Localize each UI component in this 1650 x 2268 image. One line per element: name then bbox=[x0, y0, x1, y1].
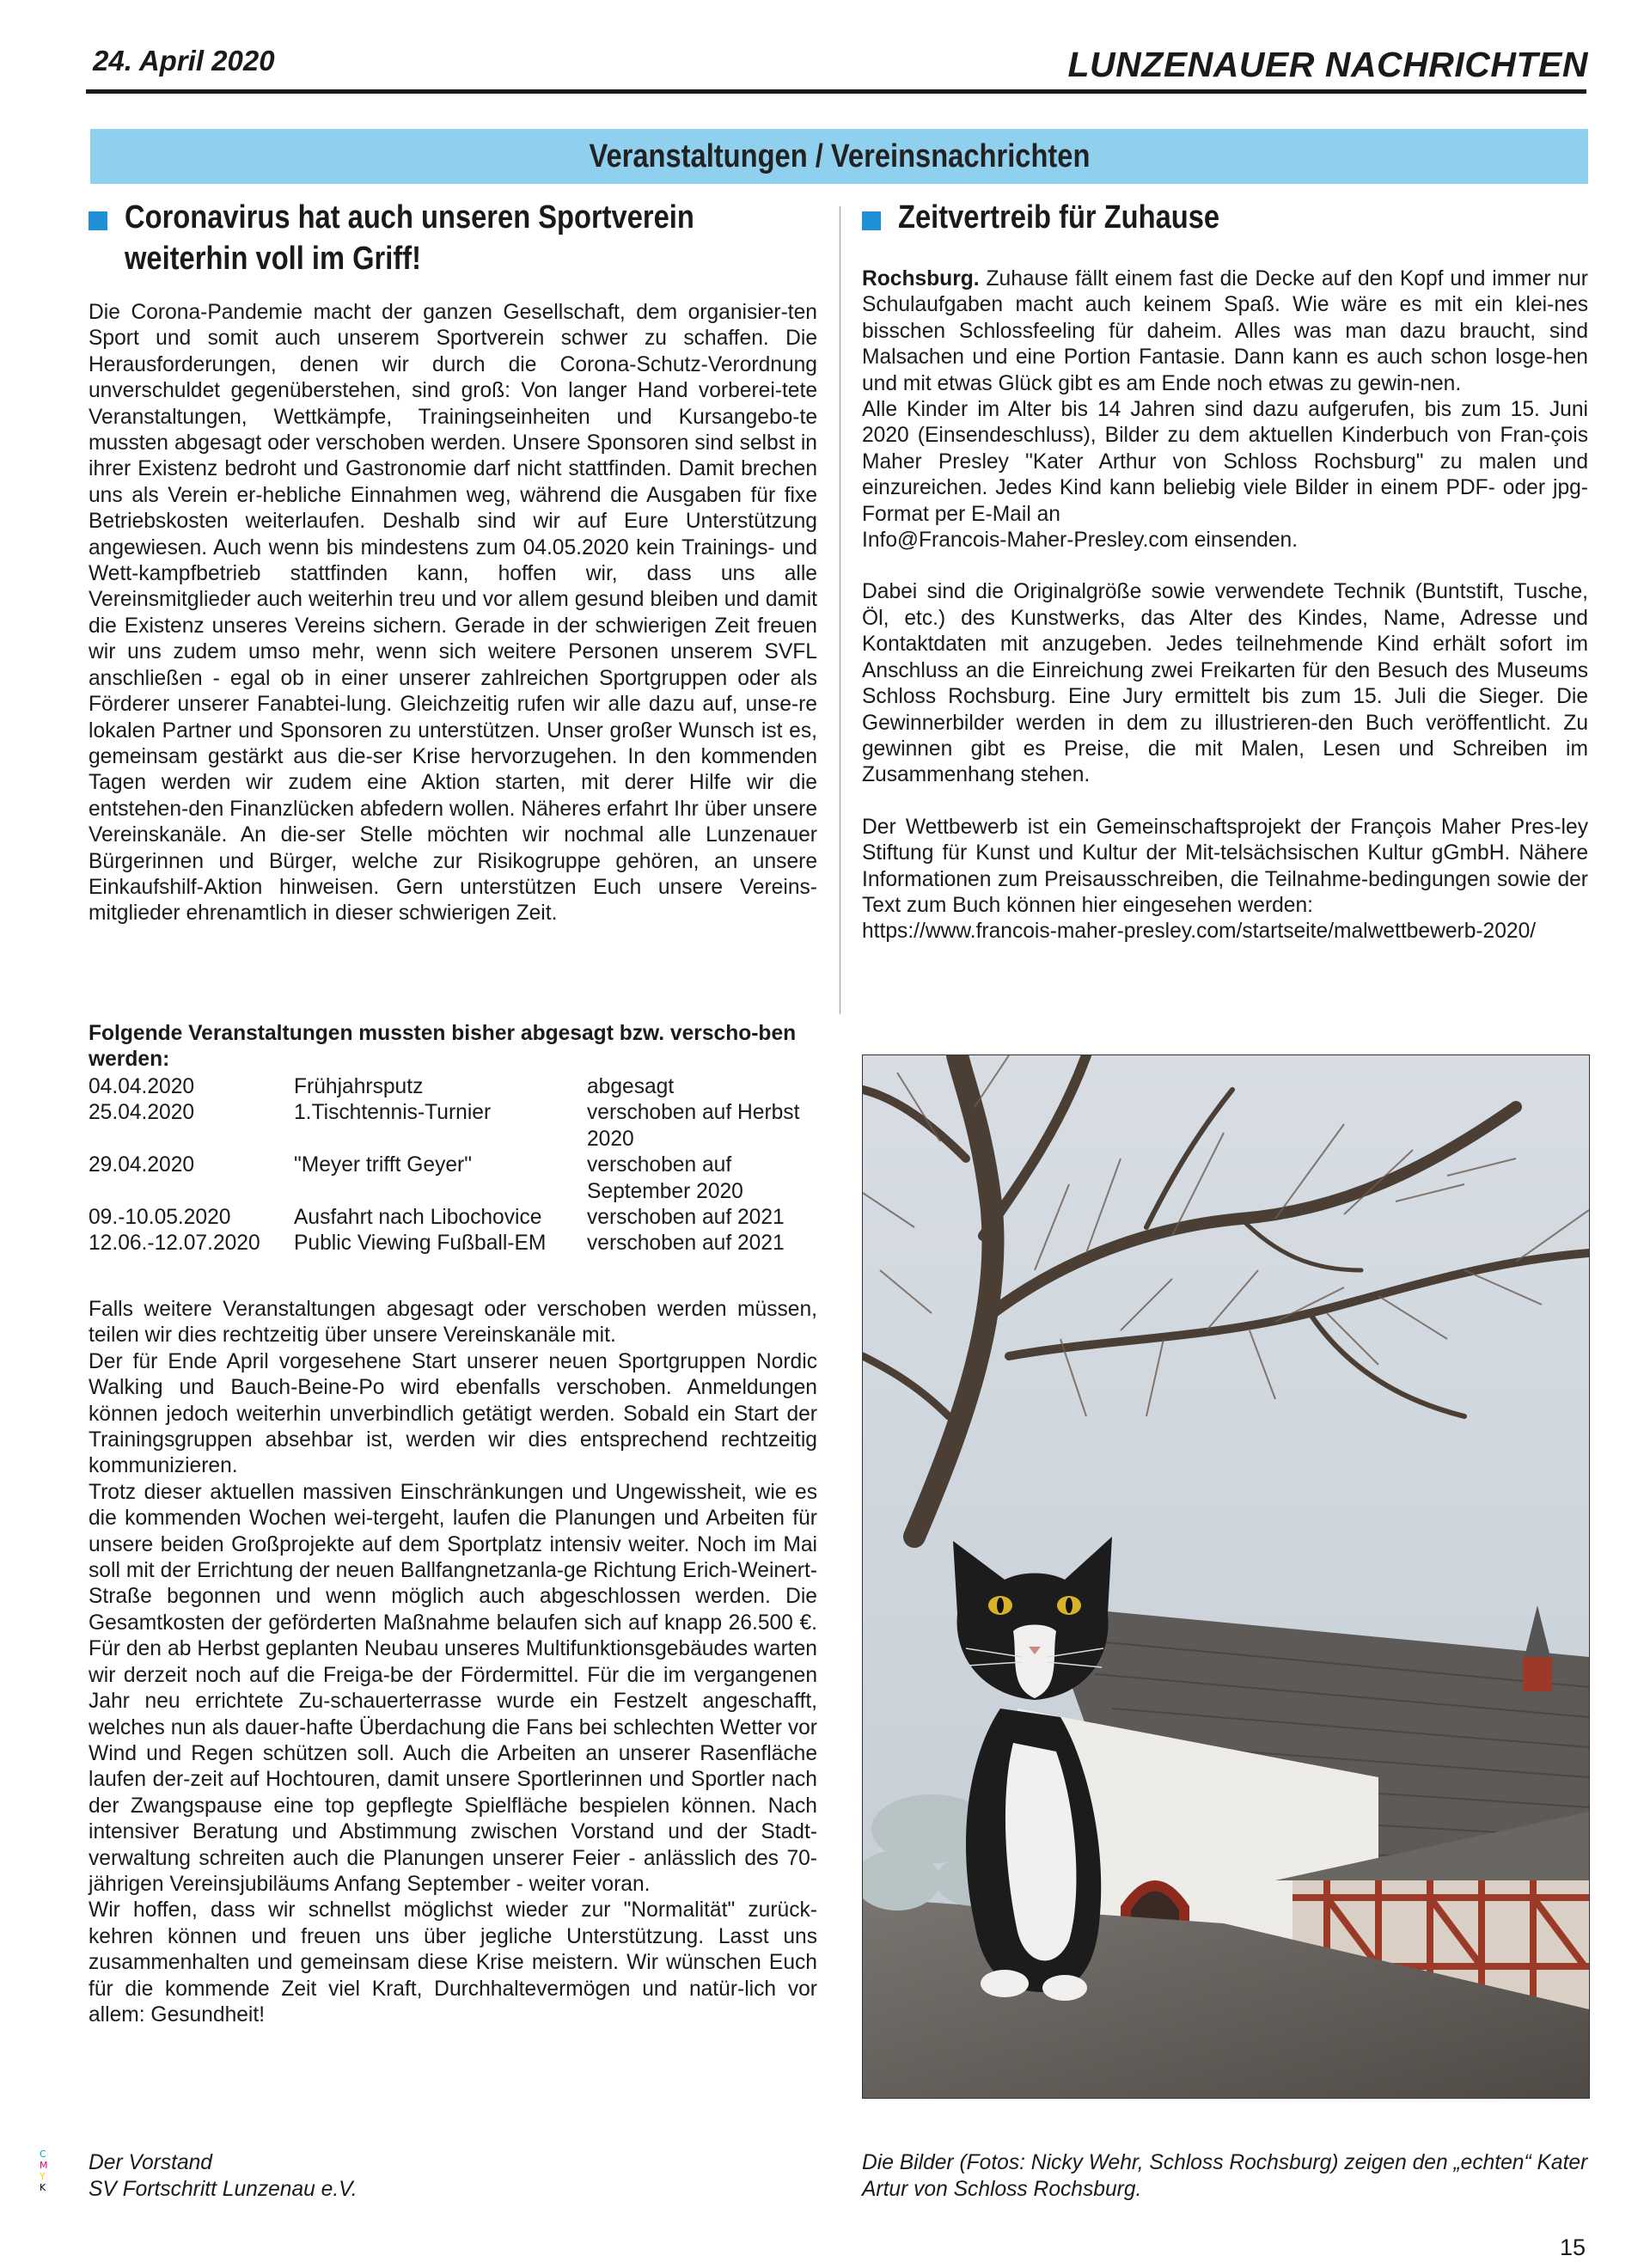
right-article-body bbox=[862, 266, 1588, 945]
event-date: 29.04.2020 bbox=[89, 1153, 195, 1177]
signature-line-1: Der Vorstand bbox=[89, 2151, 212, 2174]
header-rule bbox=[86, 89, 1586, 94]
photo-caption: Die Bilder (Fotos: Nicky Wehr, Schloss Rochsburg) zeigen den „echten“ Kater Artur von Schloss Rochsburg. bbox=[862, 2151, 1588, 2201]
event-status: verschoben auf 2021 bbox=[587, 1232, 785, 1256]
publication-title: LUNZENAUER NACHRICHTEN bbox=[1067, 45, 1588, 84]
right-paragraph-3: Dabei sind die Originalgröße sowie verwendete Technik (Buntstift, Tusche, Öl, etc.) des Kunstwerks, das Alter des Kindes, Name, Adresse und Kontaktdaten mit anzugeben. Jedes teilnehmende Kind erhält sofort im Anschluss an die Einreichung zwei Freikarten für den Besuch des Museums Schloss Rochsburg. Eine Jury ermittelt bis zum 15. Juli die Sieger. Die Gewinnerbilder werden in dem zu illustrieren-den Buch veröffentlicht. Zu gewinnen gibt es Preise, die mit Malen, Lesen und Schreiben im Zusammenhang stehen. bbox=[862, 580, 1588, 787]
section-band bbox=[90, 129, 1588, 184]
events-table bbox=[89, 1074, 810, 1257]
events-table-wrap bbox=[89, 1074, 817, 1257]
event-date: 04.04.2020 bbox=[89, 1075, 195, 1098]
event-row bbox=[89, 1074, 810, 1100]
event-row bbox=[89, 1205, 810, 1231]
heading-square-icon bbox=[862, 211, 881, 230]
event-status: verschoben auf September 2020 bbox=[587, 1153, 743, 1203]
event-name: 1.Tischtennis-Turnier bbox=[294, 1101, 492, 1125]
event-date: 12.06.-12.07.2020 bbox=[89, 1232, 260, 1256]
right-paragraph-4: Der Wettbewerb ist ein Gemeinschaftsprojekt der François Maher Pres-ley Stiftung für Kunst und Kultur der Mit-telsächsischen Kultur gGmbH. Nähere Informationen zum Preisausschreiben, die Teilnahme-bedingungen sowie der Text zum Buch können hier eingesehen werden: bbox=[862, 815, 1588, 917]
right-article-heading: Zeitvertreib für Zuhause bbox=[898, 199, 1220, 235]
signature bbox=[89, 2149, 358, 2203]
left-heading-line-1: Coronavirus hat auch unseren Sportverein bbox=[125, 199, 694, 235]
cat-photo-illustration bbox=[863, 1055, 1589, 2098]
left-article-intro bbox=[89, 300, 817, 927]
cmyk-mark: C bbox=[40, 2149, 46, 2160]
cat-photo bbox=[862, 1055, 1590, 2099]
events-heading: Folgende Veranstaltungen mussten bisher abgesagt bzw. verscho-ben werden: bbox=[89, 1022, 797, 1072]
left-paragraph-2: Falls weitere Veranstaltungen abgesagt oder verschoben werden müssen, teilen wir dies rechtzeitig über unsere Vereinskanäle mit. bbox=[89, 1298, 817, 1348]
event-status: abgesagt bbox=[587, 1075, 675, 1098]
event-row bbox=[89, 1152, 810, 1205]
issue-date: 24. April 2020 bbox=[93, 45, 275, 76]
cmyk-marks bbox=[40, 2149, 48, 2193]
event-row bbox=[89, 1231, 810, 1256]
left-intro-paragraph: Die Corona-Pandemie macht der ganzen Gesellschaft, dem organisier-ten Sport und somit auch unserem Sportverein schwer zu schaffen. Die Herausforderungen, denen wir durch die Corona-Schutz-Verordnung unverschuldet gegenüberstehen, sind groß: Von langer Hand vorberei-tete Veranstaltungen, Wettkämpfe, Trainingseinheiten und Kursangebo-te mussten abgesagt oder verschoben werden. Unsere Sponsoren sind selbst in ihrer Existenz bedroht und Gastronomie darf nicht stattfinden. Damit brechen uns als Verein er-hebliche Einnahmen weg, während die Ausgaben für fixe Betriebskosten weiterlaufen. Deshalb sind wir auf Eure Unterstützung angewiesen. Auch wenn bis mindestens zum 04.05.2020 kein Trainings- und Wett-kampfbetrieb stattfinden kann, hoffen wir, dass uns alle Vereinsmitglieder auch weiterhin treu und vor allem gesund bleiben und damit die Existenz unseres Vereins sichern. Gerade in der schwierigen Zeit freuen wir uns zudem umso mehr, wenn sich weitere Personen unserem SVFL anschließen - egal ob in einer unserer zahlreichen Sportgruppen oder als Förderer unserer Fanabtei-lung. Gleichzeitig rufen wir alle dazu auf, unse-re lokalen Partner und Sponsoren zu unterstützen. Unser großer Wunsch ist es, gemeinsam gestärkt aus die-ser Krise hervorzugehen. In den kommenden Tagen werden wir zudem eine Aktion starten, mit derer Hilfe wir die entstehen-den Finanzlücken abfedern wollen. Näheres erfahrt Ihr über unsere Vereinskanäle. An die-ser Stelle möchten wir nochmal alle Lunzenauer Bürgerinnen und Bürger, welche zur Risikogruppe gehören, an unsere Einkaufshilf-Aktion hinweisen. Gern unterstützen Euch unsere Vereins-mitglieder ehrenamtlich in dieser schwierigen Zeit. bbox=[89, 301, 817, 926]
event-status: verschoben auf 2021 bbox=[587, 1206, 785, 1230]
event-date: 09.-10.05.2020 bbox=[89, 1206, 231, 1230]
section-title: Veranstaltungen / Vereinsnachrichten bbox=[589, 138, 1090, 174]
event-status: verschoben auf Herbst 2020 bbox=[587, 1101, 800, 1151]
contest-url[interactable]: https://www.francois-maher-presley.com/startseite/malwettbewerb-2020/ bbox=[862, 920, 1537, 944]
left-article-continuation bbox=[89, 1297, 817, 2028]
event-row bbox=[89, 1100, 810, 1152]
left-article-heading bbox=[125, 197, 694, 279]
left-heading-line-2: weiterhin voll im Griff! bbox=[125, 241, 421, 277]
cmyk-mark: K bbox=[40, 2182, 46, 2193]
right-lead-place: Rochsburg. bbox=[862, 267, 980, 290]
event-name: "Meyer trifft Geyer" bbox=[294, 1153, 472, 1177]
heading-square-icon bbox=[89, 211, 107, 230]
event-name: Ausfahrt nach Libochovice bbox=[294, 1206, 542, 1230]
page-number: 15 bbox=[1559, 2234, 1586, 2260]
event-name: Public Viewing Fußball-EM bbox=[294, 1232, 547, 1256]
event-date: 25.04.2020 bbox=[89, 1101, 195, 1125]
cmyk-mark: M bbox=[40, 2160, 48, 2171]
right-lead-text: Zuhause fällt einem fast die Decke auf den Kopf und immer nur Schulaufgaben macht auch keinem Spaß. Wie wäre es mit ein klei-nes bisschen Schlossfeeling für daheim. Alles was man dazu braucht, sind Malsachen und eine Portion Fantasie. Dann kann es auch schon losge-hen und mit etwas Glück gibt es am Ende noch etwas zu gewin-nen. bbox=[862, 267, 1588, 395]
left-paragraph-5: Wir hoffen, dass wir schnellst möglichst wieder zur "Normalität" zurück-kehren können und freuen uns über jegliche Unterstützung. Lasst uns zusammenhalten und gemeinsam diese Krise meistern. Wir wünschen Euch für die kommende Zeit viel Kraft, Durchhaltevermögen und natür-lich vor allem: Gesundheit! bbox=[89, 1898, 817, 2027]
contact-email[interactable]: Info@Francois-Maher-Presley.com einsenden. bbox=[862, 529, 1299, 553]
left-paragraph-4: Trotz dieser aktuellen massiven Einschränkungen und Ungewissheit, wie es die kommenden Wochen wei-tergeht, laufen die Planungen und Arbeiten für unsere beiden Großprojekte auf dem Sportplatz intensiv weiter. Noch im Mai soll mit der Errichtung der neuen Ballfangnetzanla-ge Richtung Erich-Weinert-Straße begonnen und wenn möglich auch abgeschlossen werden. Die Gesamtkosten der geförderten Maßnahme belaufen sich auf knapp 26.500 €. Für den ab Herbst geplanten Neubau unseres Multifunktionsgebäudes warten wir derzeit noch auf die Freiga-be der Fördermittel. Für die im vergangenen Jahr neu errichtete Zu-schauerterrasse wurde ein Festzelt angeschafft, welches nun als dauer-hafte Überdachung die Fans bei schlechten Wetter vor Wind und Regen schützen soll. Auch die Arbeiten an unserer Rasenfläche laufen der-zeit auf Hochtouren, damit unsere Sportlerinnen und Sportler nach der Zwangspause eine top gepflegte Spielfläche bespielen können. Nach intensiver Beratung und Abstimmung zwischen Vorstand und der Stadt-verwaltung schreiten auch die Planungen unserer Feier - anlässlich des 70-jährigen Vereinsjubiläums Anfang September - weiter voran. bbox=[89, 1480, 817, 1896]
cmyk-mark: Y bbox=[40, 2171, 46, 2182]
right-paragraph-2: Alle Kinder im Alter bis 14 Jahren sind dazu aufgerufen, bis zum 15. Juni 2020 (Einsendeschluss), Bilder zu dem aktuellen Kinderbuch von Fran-çois Maher Presley "Kater Arthur von Schloss Rochsburg" zu malen und einzureichen. Jedes Kind kann beliebig viele Bilder in einem PDF- oder jpg-Format per E-Mail an bbox=[862, 398, 1588, 526]
event-name: Frühjahrsputz bbox=[294, 1075, 424, 1098]
left-paragraph-3: Der für Ende April vorgesehene Start unserer neuen Sportgruppen Nordic Walking und Bauch-Beine-Po wird ebenfalls verschoben. Anmeldungen können jedoch weiterhin unverbindlich getätigt werden. Sobald ein Start der Trainingsgruppen absehbar ist, werden wir dies entsprechend rechtzeitig kommunizieren. bbox=[89, 1349, 817, 1478]
right-lead-paragraph bbox=[862, 266, 1588, 397]
signature-line-2: SV Fortschritt Lunzenau e.V. bbox=[89, 2178, 358, 2201]
